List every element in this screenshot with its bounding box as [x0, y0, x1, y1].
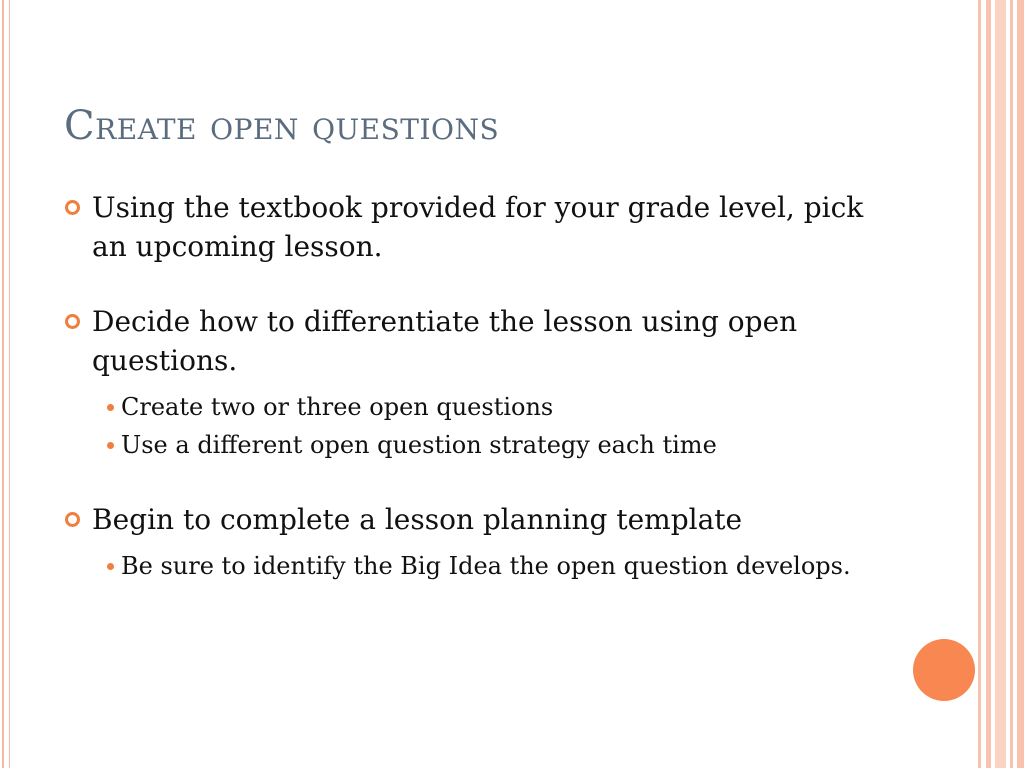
dot-bullet-icon	[107, 404, 114, 411]
stripe	[1010, 0, 1013, 768]
ring-bullet-icon	[65, 200, 80, 215]
ring-bullet-icon	[65, 314, 80, 329]
left-border-line	[9, 0, 10, 768]
stripe	[1017, 0, 1024, 768]
ring-bullet-icon	[65, 512, 80, 527]
stripe	[978, 0, 981, 768]
orange-circle-decoration	[913, 639, 975, 701]
slide-title: Create open questions	[64, 103, 500, 149]
left-border-line	[2, 0, 4, 768]
bullet-item	[64, 500, 894, 585]
bullet-text: Decide how to differentiate the lesson using open questions.	[92, 305, 798, 377]
dot-bullet-icon	[107, 563, 114, 570]
stripe	[986, 0, 991, 768]
bullet-item	[64, 188, 894, 266]
dot-bullet-icon	[107, 442, 114, 449]
right-stripes	[978, 0, 1024, 768]
sub-bullet-item	[106, 547, 894, 585]
sub-bullet-text: Create two or three open questions	[121, 393, 554, 421]
bullet-list	[64, 188, 894, 585]
sub-bullet-item	[106, 426, 894, 464]
sub-bullet-list	[92, 388, 894, 464]
bullet-text: Using the textbook provided for your grade level, pick an upcoming lesson.	[92, 191, 864, 263]
bullet-text: Begin to complete a lesson planning template	[92, 503, 743, 536]
bullet-item	[64, 302, 894, 464]
sub-bullet-text: Be sure to identify the Big Idea the open question develops.	[121, 552, 851, 580]
sub-bullet-item	[106, 388, 894, 426]
sub-bullet-text: Use a different open question strategy each time	[121, 431, 717, 459]
sub-bullet-list	[92, 547, 894, 585]
stripe	[995, 0, 1006, 768]
